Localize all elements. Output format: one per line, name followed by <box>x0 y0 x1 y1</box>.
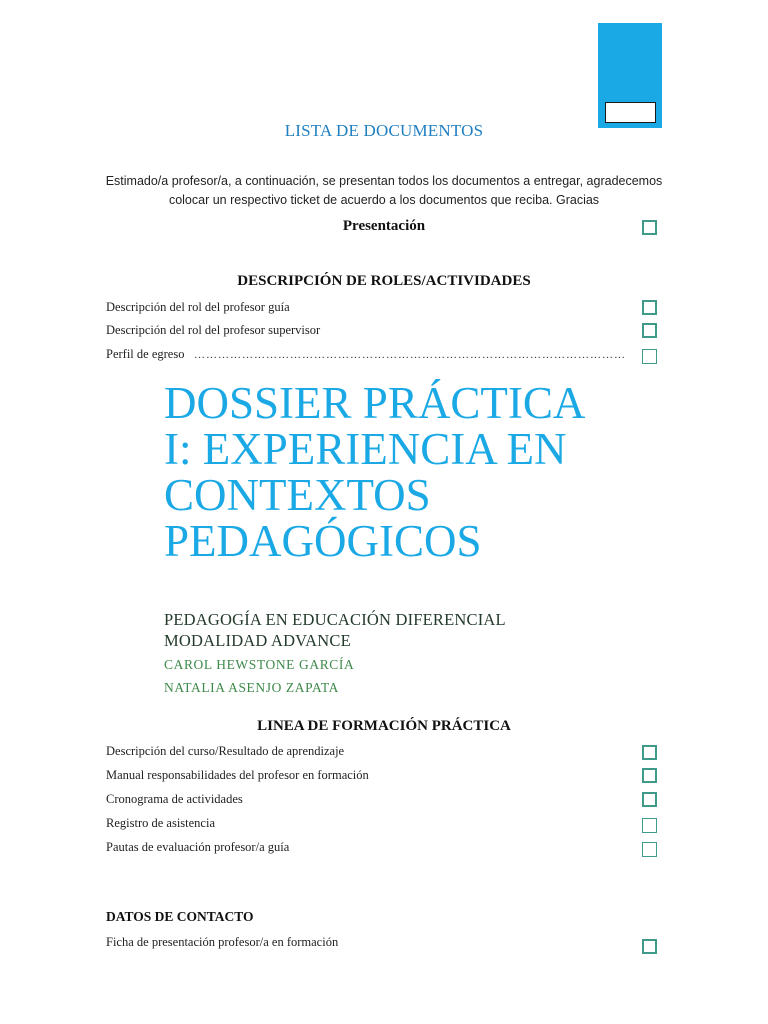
presentacion-heading: Presentación <box>342 218 426 234</box>
checkbox-perfil-egreso[interactable] <box>642 349 657 364</box>
roles-item-perfil: Perfil de egreso <box>106 347 185 361</box>
document-title: LISTA DE DOCUMENTOS <box>284 121 484 140</box>
author-1: CAROL HEWSTONE GARCÍA <box>164 657 355 672</box>
dossier-title-line-2: I: EXPERIENCIA EN <box>164 424 567 474</box>
formacion-item-asistencia: Registro de asistencia <box>106 816 215 830</box>
checkbox-curso[interactable] <box>642 745 657 760</box>
formacion-item-curso: Descripción del curso/Resultado de aprendizaje <box>106 744 345 758</box>
intro-line-2: colocar un respectivo ticket de acuerdo a los documentos que reciba. Gracias <box>168 193 600 207</box>
checkbox-manual[interactable] <box>642 768 657 783</box>
dossier-title <box>164 380 634 564</box>
program-name: PEDAGOGÍA EN EDUCACIÓN DIFERENCIAL <box>164 610 506 629</box>
roles-heading: DESCRIPCIÓN DE ROLES/ACTIVIDADES <box>237 273 531 289</box>
formacion-item-manual: Manual responsabilidades del profesor en formación <box>106 768 369 782</box>
checkbox-pautas[interactable] <box>642 842 657 857</box>
checkbox-rol-guia[interactable] <box>642 300 657 315</box>
dossier-title-line-1: DOSSIER PRÁCTICA <box>164 378 586 428</box>
roles-item-guia: Descripción del rol del profesor guía <box>106 300 290 314</box>
checkbox-ficha[interactable] <box>642 939 657 954</box>
dossier-title-line-4: PEDAGÓGICOS <box>164 516 482 566</box>
checkbox-asistencia[interactable] <box>642 818 657 833</box>
intro-text <box>100 172 668 210</box>
formacion-item-pautas: Pautas de evaluación profesor/a guía <box>106 840 290 854</box>
intro-line-1: Estimado/a profesor/a, a continuación, se presentan todos los documentos a entregar, agradecemos <box>105 174 663 188</box>
checkbox-rol-supervisor[interactable] <box>642 323 657 338</box>
checkbox-cronograma[interactable] <box>642 792 657 807</box>
checkbox-presentacion[interactable] <box>642 220 657 235</box>
roles-item-supervisor: Descripción del rol del profesor supervisor <box>106 323 321 337</box>
dot-leader: ……………………………………………………………………………………………… <box>194 349 626 361</box>
contacto-heading: DATOS DE CONTACTO <box>106 909 254 924</box>
dossier-title-line-3: CONTEXTOS <box>164 470 431 520</box>
contacto-item-ficha: Ficha de presentación profesor/a en formación <box>106 935 339 949</box>
formacion-item-cronograma: Cronograma de actividades <box>106 792 243 806</box>
formacion-heading: LINEA DE FORMACIÓN PRÁCTICA <box>257 718 511 734</box>
corner-label-box <box>605 102 656 123</box>
author-2: NATALIA ASENJO ZAPATA <box>164 680 339 695</box>
modality-name: MODALIDAD ADVANCE <box>164 631 351 650</box>
